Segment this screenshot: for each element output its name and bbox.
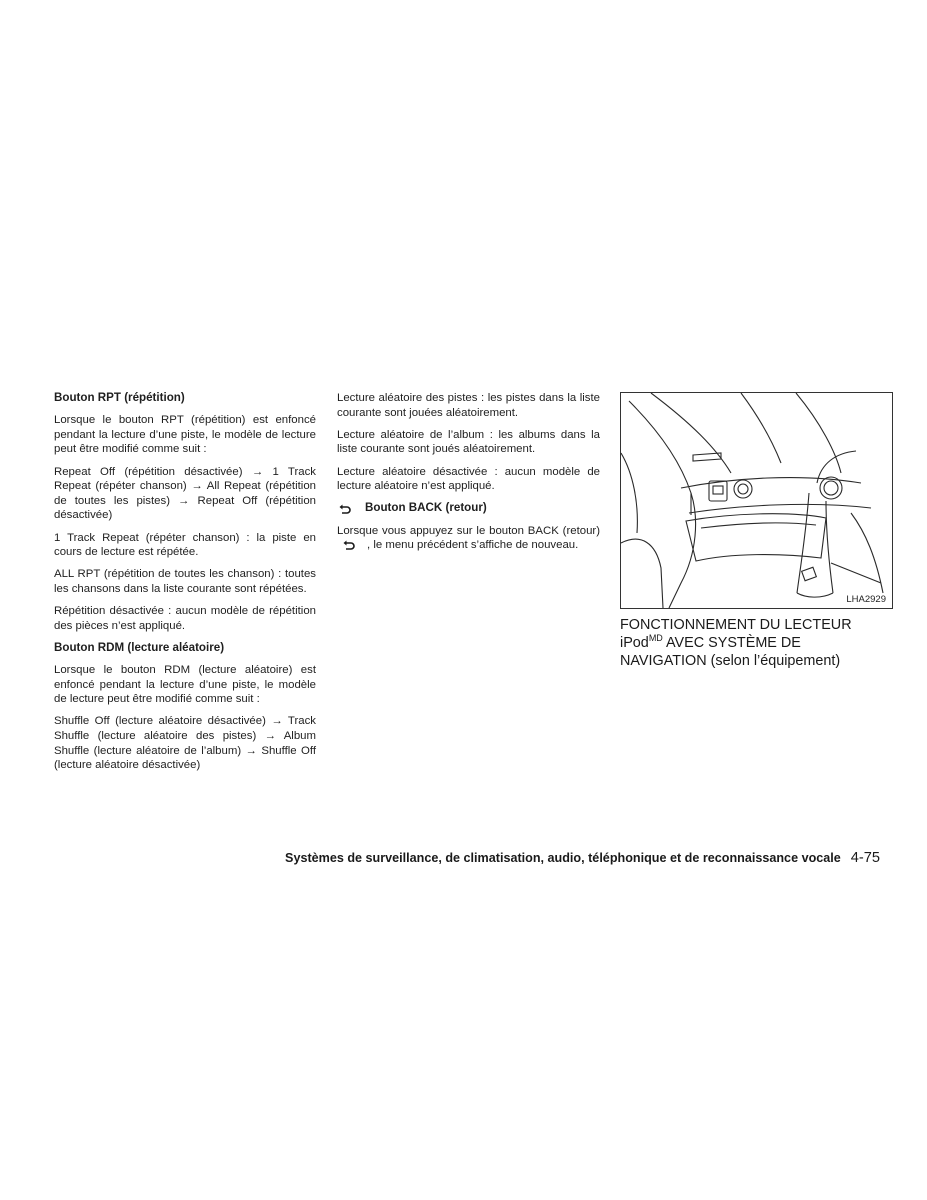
back-desc	[337, 524, 600, 553]
rpt-intro: Lorsque le bouton RPT (répétition) est enfoncé pendant la lecture d’une piste, le modèle de lecture peut être modifié comme suit :	[54, 414, 316, 456]
ipod-word: iPod	[620, 635, 649, 651]
section-heading-line1: FONCTIONNEMENT DU LECTEUR	[620, 617, 852, 633]
rdm-cycle: Shuffle Off (lecture aléatoire désactivée) → Track Shuffle (lecture aléatoire des pistes) → Album Shuffle (lecture aléatoire de l’album) → Shuffle Off (lecture aléatoire désactivée)	[54, 715, 316, 772]
middle-text-column	[337, 391, 600, 560]
page-footer	[0, 850, 880, 866]
rdm-intro: Lorsque le bouton RDM (lecture aléatoire) est enfoncé pendant la lecture d’une piste, le modèle de lecture peut être modifié comme suit :	[54, 664, 316, 706]
shuffle-off-desc: Lecture aléatoire désactivée : aucun modèle de lecture aléatoire n’est appliqué.	[337, 465, 600, 493]
section-heading-line2	[620, 634, 900, 652]
rpt-all-desc: ALL RPT (répétition de toutes les chanson) : toutes les chansons dans la liste courante sont répétées.	[54, 568, 316, 595]
section-heading-line3	[620, 652, 900, 670]
back-desc-before: Lorsque vous appuyez sur le bouton BACK (retour)	[337, 524, 600, 537]
rpt-cycle: Repeat Off (répétition désactivée) → 1 Track Repeat (répéter chanson) → All Repeat (répétition de toutes les pistes) → Repeat Off (répétition désactivée)	[54, 465, 316, 522]
rpt-1track-desc: 1 Track Repeat (répéter chanson) : la piste en cours de lecture est répétée.	[54, 531, 316, 559]
track-shuffle-desc: Lecture aléatoire des pistes : les pistes dans la liste courante sont jouées aléatoirement.	[337, 392, 600, 419]
equipment-note: (selon l’équipement)	[706, 653, 841, 669]
console-illustration	[620, 392, 893, 609]
back-heading-label: Bouton BACK (retour)	[365, 501, 487, 515]
left-text-column	[54, 391, 316, 780]
back-heading	[337, 501, 600, 516]
navigation-word: NAVIGATION	[620, 653, 707, 669]
figure-code: LHA2929	[846, 594, 886, 605]
back-arrow-icon	[339, 504, 351, 514]
page-number: 4-75	[850, 850, 880, 866]
rpt-heading: Bouton RPT (répétition)	[54, 391, 185, 404]
back-arrow-icon	[343, 540, 355, 550]
section-heading-line2-rest: AVEC SYSTÈME DE	[662, 635, 801, 651]
section-heading	[620, 616, 900, 670]
trademark-sup: MD	[648, 633, 663, 643]
back-desc-after: , le menu précédent s’affiche de nouveau.	[367, 539, 579, 552]
album-shuffle-desc: Lecture aléatoire de l’album : les albums dans la liste courante sont joués aléatoirement.	[337, 428, 600, 456]
chapter-title: Systèmes de surveillance, de climatisation, audio, téléphonique et de reconnaissance vocale	[285, 851, 841, 865]
rpt-off-desc: Répétition désactivée : aucun modèle de répétition des pièces n’est appliqué.	[54, 605, 316, 632]
rdm-heading: Bouton RDM (lecture aléatoire)	[54, 640, 225, 654]
